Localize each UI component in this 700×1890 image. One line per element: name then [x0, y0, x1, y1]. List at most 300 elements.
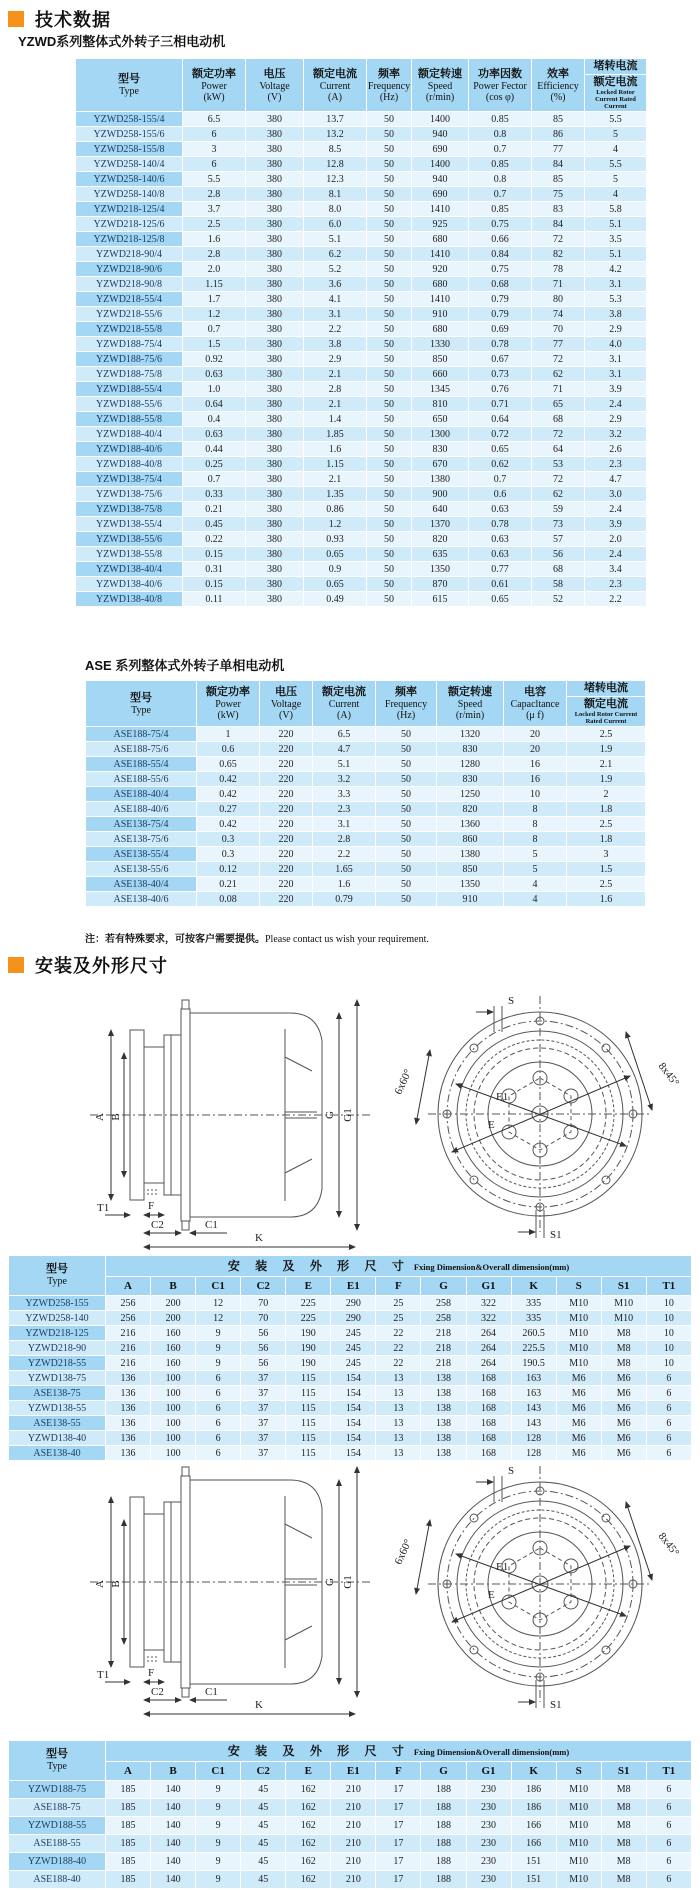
dim-column-header: T1 [647, 1277, 691, 1295]
svg-text:G1: G1 [342, 1575, 354, 1589]
value-cell: 5.1 [304, 232, 366, 246]
value-cell: 50 [367, 127, 411, 141]
value-cell: 218 [421, 1326, 465, 1340]
value-cell: 940 [412, 127, 468, 141]
value-cell: 218 [421, 1356, 465, 1370]
value-cell: 3 [183, 142, 245, 156]
value-cell: 680 [412, 232, 468, 246]
type-cell: ASE188-55/4 [86, 757, 196, 771]
value-cell: 0.85 [469, 157, 531, 171]
value-cell: 0.63 [469, 502, 531, 516]
value-cell: 6.5 [183, 112, 245, 126]
table-row [76, 262, 646, 276]
value-cell: 0.11 [183, 592, 245, 606]
value-cell: 6 [647, 1853, 691, 1870]
value-cell: 17 [376, 1871, 420, 1888]
value-cell: 230 [467, 1781, 511, 1798]
value-cell: 17 [376, 1799, 420, 1816]
value-cell: 77 [532, 337, 584, 351]
value-cell: 0.49 [304, 592, 366, 606]
value-cell: M6 [557, 1401, 601, 1415]
type-cell: YZWD218-90 [9, 1341, 105, 1355]
dimension-table-1 [8, 1255, 692, 1461]
value-cell: 9 [196, 1853, 240, 1870]
value-cell: 136 [106, 1401, 150, 1415]
type-cell: ASE188-75 [9, 1799, 105, 1816]
column-header: 频率 Frequency (Hz) [367, 59, 411, 111]
value-cell: 1350 [437, 877, 503, 891]
value-cell: 1300 [412, 427, 468, 441]
svg-text:E1: E1 [496, 1561, 509, 1573]
value-cell: 100 [151, 1431, 195, 1445]
value-cell: 37 [241, 1386, 285, 1400]
value-cell: 10 [647, 1326, 691, 1340]
value-cell: 2.5 [567, 817, 645, 831]
value-cell: 264 [467, 1356, 511, 1370]
table-row [9, 1853, 691, 1870]
value-cell: 1.9 [567, 772, 645, 786]
value-cell: 2.8 [313, 832, 375, 846]
value-cell: 380 [246, 457, 303, 471]
value-cell: 230 [467, 1871, 511, 1888]
section-title: 技术数据 [35, 10, 111, 30]
svg-text:T1: T1 [97, 1202, 110, 1214]
value-cell: 335 [512, 1311, 556, 1325]
value-cell: 160 [151, 1356, 195, 1370]
column-header: 额定功率 Power (kW) [197, 681, 259, 726]
value-cell: 220 [260, 862, 312, 876]
section-title: 安装及外形尺寸 [35, 956, 168, 976]
value-cell: 2.9 [304, 352, 366, 366]
value-cell: 190 [286, 1326, 330, 1340]
value-cell: 50 [367, 577, 411, 591]
value-cell: 115 [286, 1431, 330, 1445]
value-cell: 200 [151, 1296, 195, 1310]
column-header-locked-rotor: 堵转电流 额定电流 Locked Rotor Current Rated Current [567, 681, 645, 726]
value-cell: 5.5 [183, 172, 245, 186]
value-cell: 185 [106, 1871, 150, 1888]
column-header: 效率 Efficiency (%) [532, 59, 584, 111]
table-row [86, 832, 645, 846]
svg-text:A: A [94, 1113, 106, 1121]
table-row [76, 142, 646, 156]
value-cell: 8.5 [304, 142, 366, 156]
value-cell: 0.72 [469, 427, 531, 441]
svg-text:B: B [110, 1580, 122, 1588]
value-cell: 50 [367, 487, 411, 501]
value-cell: M6 [557, 1446, 601, 1460]
value-cell: 830 [437, 772, 503, 786]
value-cell: 650 [412, 412, 468, 426]
value-cell: 2.0 [585, 532, 646, 546]
value-cell: 50 [376, 862, 436, 876]
value-cell: 4.7 [585, 472, 646, 486]
value-cell: 4.0 [585, 337, 646, 351]
type-cell: YZWD258-140 [9, 1311, 105, 1325]
value-cell: 2.8 [304, 382, 366, 396]
value-cell: 56 [532, 547, 584, 561]
column-header: 电压 Voltage (V) [246, 59, 303, 111]
type-cell: YZWD138-40/8 [76, 592, 182, 606]
value-cell: 225 [286, 1296, 330, 1310]
value-cell: 380 [246, 157, 303, 171]
value-cell: 2.4 [585, 502, 646, 516]
value-cell: 50 [376, 772, 436, 786]
value-cell: 3.1 [585, 352, 646, 366]
type-cell: YZWD218-55/4 [76, 292, 182, 306]
value-cell: 50 [367, 352, 411, 366]
type-cell: YZWD218-90/8 [76, 277, 182, 291]
value-cell: 64 [532, 442, 584, 456]
value-cell: 128 [512, 1431, 556, 1445]
value-cell: 188 [421, 1871, 465, 1888]
value-cell: 830 [437, 742, 503, 756]
value-cell: 1.65 [313, 862, 375, 876]
dimension-letters-row [9, 1277, 691, 1295]
value-cell: 37 [241, 1446, 285, 1460]
type-cell: ASE138-75/4 [86, 817, 196, 831]
value-cell: 22 [376, 1356, 420, 1370]
table-row [76, 427, 646, 441]
dim-column-header: A [106, 1762, 150, 1780]
value-cell: 0.79 [469, 307, 531, 321]
value-cell: 380 [246, 277, 303, 291]
value-cell: 220 [260, 757, 312, 771]
type-cell: YZWD258-140/8 [76, 187, 182, 201]
yzwd-spec-table [75, 58, 647, 607]
value-cell: 1410 [412, 247, 468, 261]
value-cell: 0.42 [197, 772, 259, 786]
table-row [76, 292, 646, 306]
value-cell: 820 [412, 532, 468, 546]
value-cell: 380 [246, 592, 303, 606]
value-cell: 0.25 [183, 457, 245, 471]
value-cell: 186 [512, 1781, 556, 1798]
value-cell: 380 [246, 412, 303, 426]
value-cell: 0.6 [197, 742, 259, 756]
value-cell: 84 [532, 157, 584, 171]
value-cell: 0.7 [469, 142, 531, 156]
value-cell: 6 [647, 1386, 691, 1400]
type-cell: ASE138-55 [9, 1416, 105, 1430]
table-row [9, 1371, 691, 1385]
value-cell: 0.63 [183, 367, 245, 381]
value-cell: 0.66 [469, 232, 531, 246]
value-cell: 0.67 [469, 352, 531, 366]
value-cell: 25 [376, 1311, 420, 1325]
value-cell: 0.65 [304, 547, 366, 561]
value-cell: 0.85 [469, 112, 531, 126]
table-row [76, 352, 646, 366]
value-cell: 0.31 [183, 562, 245, 576]
value-cell: 9 [196, 1341, 240, 1355]
value-cell: 45 [241, 1853, 285, 1870]
value-cell: 3.1 [313, 817, 375, 831]
value-cell: 188 [421, 1853, 465, 1870]
value-cell: 1.6 [183, 232, 245, 246]
value-cell: 1.8 [567, 802, 645, 816]
value-cell: 1320 [437, 727, 503, 741]
value-cell: 70 [532, 322, 584, 336]
value-cell: 216 [106, 1326, 150, 1340]
value-cell: 210 [331, 1799, 375, 1816]
header-row [76, 59, 646, 111]
column-header: 电压 Voltage (V) [260, 681, 312, 726]
value-cell: 1.9 [567, 742, 645, 756]
ase-spec-table [85, 680, 646, 907]
value-cell: 188 [421, 1799, 465, 1816]
svg-text:S: S [508, 1465, 515, 1477]
svg-text:F: F [148, 1200, 155, 1212]
value-cell: 100 [151, 1446, 195, 1460]
value-cell: 25 [376, 1296, 420, 1310]
value-cell: 2.1 [304, 397, 366, 411]
value-cell: 1360 [437, 817, 503, 831]
value-cell: 1.15 [304, 457, 366, 471]
value-cell: 220 [260, 772, 312, 786]
value-cell: 0.75 [469, 262, 531, 276]
value-cell: 3.0 [585, 487, 646, 501]
type-cell: YZWD258-155/4 [76, 112, 182, 126]
value-cell: 22 [376, 1326, 420, 1340]
value-cell: 900 [412, 487, 468, 501]
value-cell: 380 [246, 172, 303, 186]
value-cell: 0.63 [469, 532, 531, 546]
value-cell: 640 [412, 502, 468, 516]
value-cell: 220 [260, 802, 312, 816]
table-row [76, 202, 646, 216]
value-cell: 2.3 [585, 457, 646, 471]
value-cell: 820 [437, 802, 503, 816]
value-cell: 0.42 [197, 817, 259, 831]
value-cell: 2.3 [585, 577, 646, 591]
svg-text:K: K [255, 1232, 263, 1244]
type-cell: YZWD258-140/4 [76, 157, 182, 171]
value-cell: 0.75 [469, 217, 531, 231]
value-cell: 82 [532, 247, 584, 261]
yzwd-series-subtitle: YZWD系列整体式外转子三相电动机 [18, 34, 226, 49]
type-column-header: 型号 Type [9, 1256, 105, 1295]
value-cell: 190 [286, 1341, 330, 1355]
value-cell: 230 [467, 1853, 511, 1870]
value-cell: 380 [246, 112, 303, 126]
value-cell: 85 [532, 112, 584, 126]
value-cell: 4 [504, 892, 566, 906]
dim-column-header: C2 [241, 1277, 285, 1295]
value-cell: 115 [286, 1371, 330, 1385]
type-cell: YZWD188-40/6 [76, 442, 182, 456]
value-cell: 380 [246, 337, 303, 351]
value-cell: 50 [376, 742, 436, 756]
svg-text:8x45°: 8x45° [655, 1060, 682, 1089]
value-cell: 220 [260, 892, 312, 906]
value-cell: 0.84 [469, 247, 531, 261]
value-cell: M6 [557, 1386, 601, 1400]
table-row [86, 862, 645, 876]
value-cell: 2.5 [567, 877, 645, 891]
value-cell: 6 [647, 1835, 691, 1852]
value-cell: 188 [421, 1817, 465, 1834]
table-row [9, 1386, 691, 1400]
table-row [76, 382, 646, 396]
dim-column-header: F [376, 1277, 420, 1295]
type-column-header: 型号 Type [9, 1741, 105, 1780]
value-cell: 9 [196, 1799, 240, 1816]
value-cell: 210 [331, 1781, 375, 1798]
table-row [76, 397, 646, 411]
value-cell: 0.15 [183, 577, 245, 591]
value-cell: M6 [602, 1416, 646, 1430]
value-cell: 13.7 [304, 112, 366, 126]
value-cell: 380 [246, 502, 303, 516]
value-cell: 71 [532, 277, 584, 291]
value-cell: 143 [512, 1416, 556, 1430]
value-cell: 0.42 [197, 787, 259, 801]
value-cell: 380 [246, 127, 303, 141]
value-cell: 1.4 [304, 412, 366, 426]
dim-column-header: E1 [331, 1762, 375, 1780]
value-cell: 58 [532, 577, 584, 591]
value-cell: M6 [602, 1401, 646, 1415]
value-cell: 322 [467, 1311, 511, 1325]
value-cell: 45 [241, 1835, 285, 1852]
value-cell: 0.27 [197, 802, 259, 816]
value-cell: 9 [196, 1356, 240, 1370]
table-row [76, 217, 646, 231]
svg-text:F: F [148, 1667, 155, 1679]
value-cell: 940 [412, 172, 468, 186]
value-cell: 670 [412, 457, 468, 471]
value-cell: 1380 [412, 472, 468, 486]
value-cell: M6 [602, 1386, 646, 1400]
value-cell: 1.85 [304, 427, 366, 441]
motor-side-view-diagram [55, 1462, 390, 1720]
value-cell: 17 [376, 1781, 420, 1798]
value-cell: 154 [331, 1431, 375, 1445]
value-cell: 220 [260, 727, 312, 741]
table-row [76, 412, 646, 426]
value-cell: 70 [241, 1311, 285, 1325]
value-cell: 45 [241, 1871, 285, 1888]
value-cell: 1.8 [567, 832, 645, 846]
value-cell: 210 [331, 1853, 375, 1870]
value-cell: 138 [421, 1371, 465, 1385]
value-cell: 17 [376, 1853, 420, 1870]
value-cell: M10 [602, 1311, 646, 1325]
value-cell: 0.7 [469, 187, 531, 201]
table-row [76, 547, 646, 561]
table-row [9, 1296, 691, 1310]
value-cell: 1410 [412, 292, 468, 306]
value-cell: 70 [241, 1296, 285, 1310]
value-cell: 4 [585, 142, 646, 156]
type-cell: YZWD138-55/6 [76, 532, 182, 546]
value-cell: 230 [467, 1817, 511, 1834]
value-cell: 10 [504, 787, 566, 801]
value-cell: 80 [532, 292, 584, 306]
value-cell: 2.4 [585, 397, 646, 411]
type-cell: ASE138-40 [9, 1446, 105, 1460]
value-cell: M10 [557, 1835, 601, 1852]
value-cell: 50 [367, 397, 411, 411]
dimension-title-header: 安 装 及 外 形 尺 寸 Fxing Dimension&Overall dimension(mm) [106, 1256, 691, 1276]
type-cell: YZWD138-75/6 [76, 487, 182, 501]
type-cell: ASE188-75/4 [86, 727, 196, 741]
value-cell: 3.9 [585, 382, 646, 396]
value-cell: M10 [602, 1296, 646, 1310]
value-cell: 57 [532, 532, 584, 546]
table-row [9, 1781, 691, 1798]
value-cell: 256 [106, 1296, 150, 1310]
value-cell: M8 [602, 1326, 646, 1340]
value-cell: 12 [196, 1311, 240, 1325]
value-cell: 5.5 [585, 157, 646, 171]
svg-text:E: E [488, 1589, 495, 1601]
value-cell: 3.9 [585, 517, 646, 531]
value-cell: 56 [241, 1326, 285, 1340]
value-cell: 1345 [412, 382, 468, 396]
value-cell: 0.73 [469, 367, 531, 381]
value-cell: 162 [286, 1853, 330, 1870]
value-cell: 380 [246, 517, 303, 531]
value-cell: 5.2 [304, 262, 366, 276]
value-cell: 290 [331, 1296, 375, 1310]
value-cell: 0.63 [469, 547, 531, 561]
value-cell: 73 [532, 517, 584, 531]
value-cell: 154 [331, 1416, 375, 1430]
value-cell: 925 [412, 217, 468, 231]
value-cell: M10 [557, 1311, 601, 1325]
table-row [9, 1799, 691, 1816]
table-row [76, 127, 646, 141]
value-cell: M10 [557, 1799, 601, 1816]
header-row [86, 681, 645, 726]
type-cell: ASE188-55/6 [86, 772, 196, 786]
value-cell: 162 [286, 1781, 330, 1798]
type-cell: YZWD218-125 [9, 1326, 105, 1340]
table-row [86, 787, 645, 801]
table-row [76, 577, 646, 591]
value-cell: M10 [557, 1781, 601, 1798]
type-cell: YZWD218-90/4 [76, 247, 182, 261]
value-cell: 2.2 [313, 847, 375, 861]
value-cell: 0.21 [197, 877, 259, 891]
type-cell: ASE138-75 [9, 1386, 105, 1400]
value-cell: 50 [367, 292, 411, 306]
value-cell: 151 [512, 1853, 556, 1870]
value-cell: 2.1 [567, 757, 645, 771]
type-cell: YZWD138-55/4 [76, 517, 182, 531]
value-cell: 0.22 [183, 532, 245, 546]
value-cell: 50 [376, 727, 436, 741]
type-cell: ASE188-40/4 [86, 787, 196, 801]
value-cell: 690 [412, 142, 468, 156]
value-cell: 245 [331, 1356, 375, 1370]
value-cell: 1280 [437, 757, 503, 771]
svg-text:C2: C2 [151, 1219, 164, 1231]
value-cell: 154 [331, 1386, 375, 1400]
table-row [76, 517, 646, 531]
value-cell: 13 [376, 1401, 420, 1415]
value-cell: 1350 [412, 562, 468, 576]
column-header: 型号 Type [86, 681, 196, 726]
value-cell: 3.1 [585, 277, 646, 291]
dim-column-header: K [512, 1277, 556, 1295]
type-cell: YZWD138-75/8 [76, 502, 182, 516]
value-cell: M6 [602, 1371, 646, 1385]
table-row [76, 112, 646, 126]
value-cell: 140 [151, 1781, 195, 1798]
